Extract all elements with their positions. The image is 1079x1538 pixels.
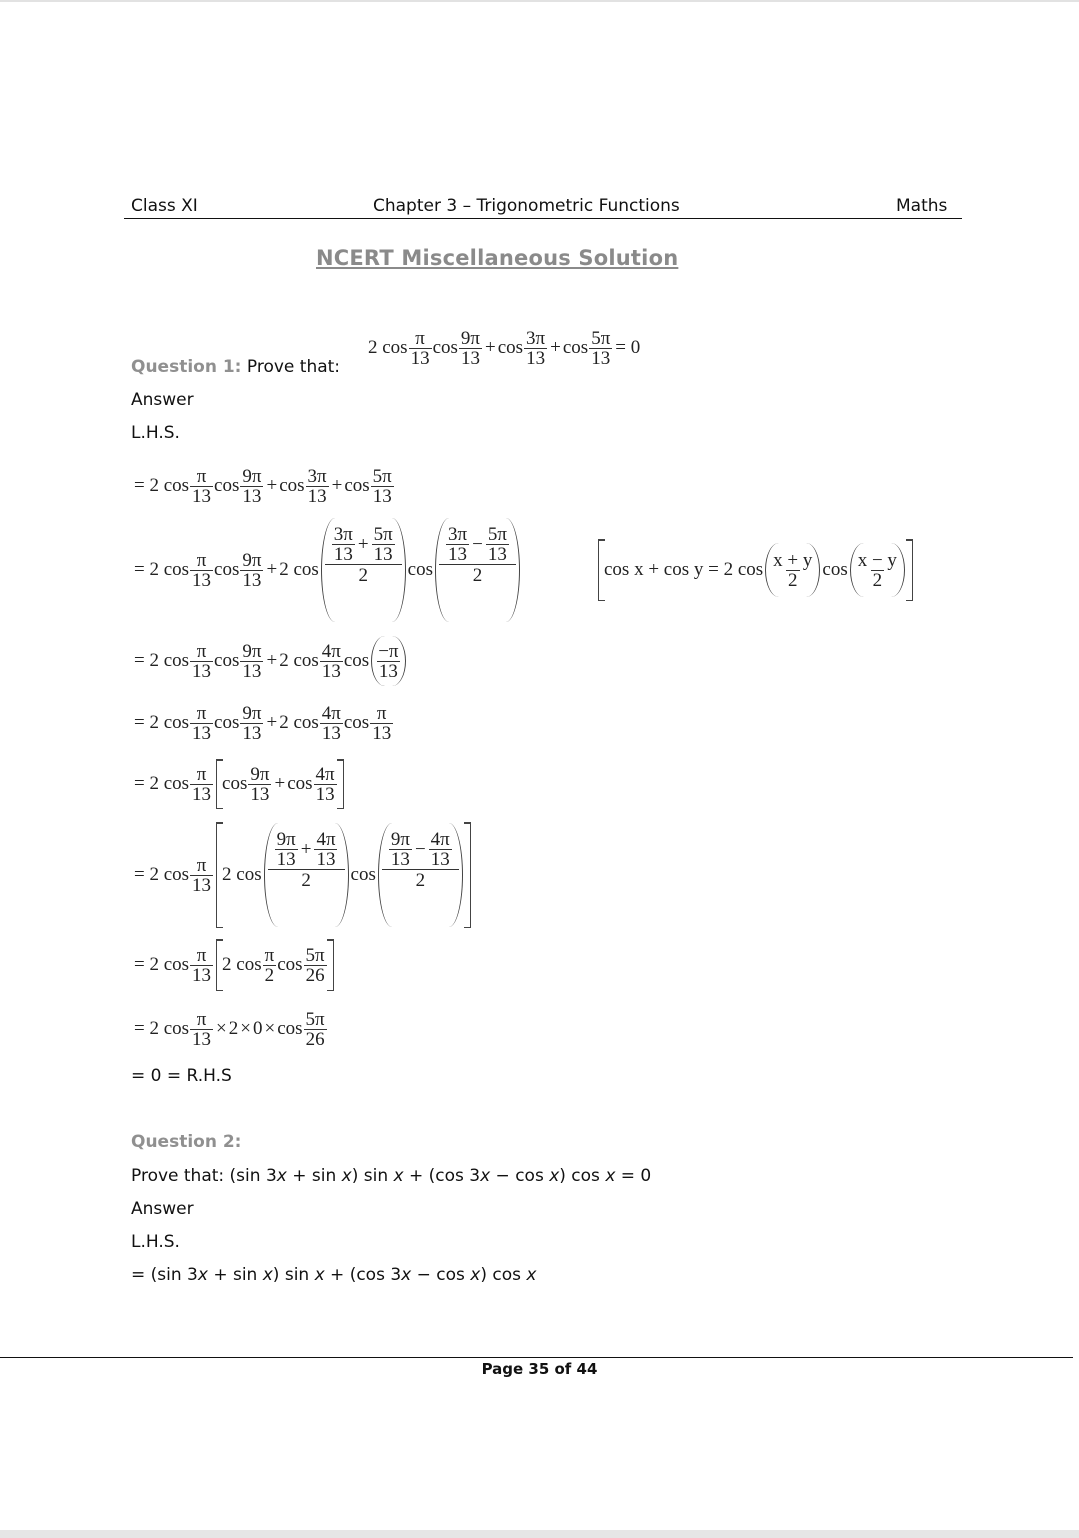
question-1-prompt: Prove that: (246, 357, 341, 377)
page-number: Page 35 of 44 (481, 1360, 598, 1378)
parenthesis-group: $\frac{3\pi}{13}$ + $\frac{5\pi}{13}$ 2 (321, 518, 406, 622)
question-1-statement: 2 cos $\frac{\pi}{13}$ cos $\frac{9\pi}{13}$ + cos $\frac{3\pi}{13}$ + cos $\frac{5\pi}{13}$ = 0 (368, 327, 641, 369)
fraction: $\frac{\pi}{13}$ (410, 327, 430, 369)
header-rule (124, 218, 962, 219)
question-1-label: Question 1: (131, 357, 242, 377)
question-2-prompt: Prove that: (sin 3x + sin x) sin x + (cos 3x − cos x) cos x = 0 (131, 1166, 652, 1186)
conclusion-1: = 0 = R.H.S (131, 1066, 232, 1086)
step-5: = 2 cos $\frac{\pi}{13}$ cos $\frac{9\pi}{13}$ + cos $\frac{4\pi}{13}$ (134, 757, 346, 811)
step-2: = 2 cos $\frac{\pi}{13}$ cos $\frac{9\pi}{13}$ + 2 cos $\frac{3\pi}{13}$ + $\frac{5\pi}{13}$ 2 cos $\frac{3\pi}{13}$ − $\frac{5\pi}{13}$ 2 (134, 517, 522, 623)
page-title: NCERT Miscellaneous Solution (316, 246, 679, 270)
lhs-label-1: L.H.S. (131, 423, 180, 443)
lhs-label-2: L.H.S. (131, 1232, 180, 1252)
header-class: Class XI (131, 196, 198, 216)
question-2-step-1: = (sin 3x + sin x) sin x + (cos 3x − cos x) cos x (131, 1265, 537, 1285)
question-1-heading (131, 357, 340, 377)
top-border (0, 0, 1079, 2)
step-3: = 2 cos $\frac{\pi}{13}$ cos $\frac{9\pi}{13}$ + 2 cos $\frac{4\pi}{13}$ cos $\frac{-\pi}{13}$ (134, 634, 408, 688)
header-chapter: Chapter 3 – Trigonometric Functions (373, 196, 680, 216)
step-6: = 2 cos $\frac{\pi}{13}$ 2 cos $\frac{9\pi}{13}$ + $\frac{4\pi}{13}$ 2 cos $\frac{9\pi}{13}$ − $\frac{4\pi}{13}$ 2 (134, 821, 473, 929)
footer-rule (0, 1357, 1073, 1358)
step-7: = 2 cos $\frac{\pi}{13}$ 2 cos $\frac{\pi}{2}$ cos $\frac{5\pi}{26}$ (134, 938, 336, 992)
step-4: = 2 cos $\frac{\pi}{13}$ cos $\frac{9\pi}{13}$ + 2 cos $\frac{4\pi}{13}$ cos $\frac{\pi}{13}$ (134, 702, 392, 744)
question-2-label: Question 2: (131, 1132, 242, 1152)
step-8: = 2 cos $\frac{\pi}{13}$ × 2 × 0 × cos $\frac{5\pi}{26}$ (134, 1008, 325, 1050)
header-subject: Maths (896, 196, 948, 216)
step-1: = 2 cos $\frac{\pi}{13}$ cos $\frac{9\pi}{13}$ + cos $\frac{3\pi}{13}$ + cos $\frac{5\pi}{13}$ (134, 465, 392, 507)
sum-to-product-identity: cos x + cos y = 2 cos $\frac{x + y}{2}$ cos $\frac{x - y}{2}$ (596, 537, 915, 603)
parenthesis-group: $\frac{3\pi}{13}$ − $\frac{5\pi}{13}$ 2 (435, 518, 520, 622)
answer-label-1: Answer (131, 390, 194, 410)
answer-label-2: Answer (131, 1199, 194, 1219)
bottom-border (0, 1530, 1079, 1538)
